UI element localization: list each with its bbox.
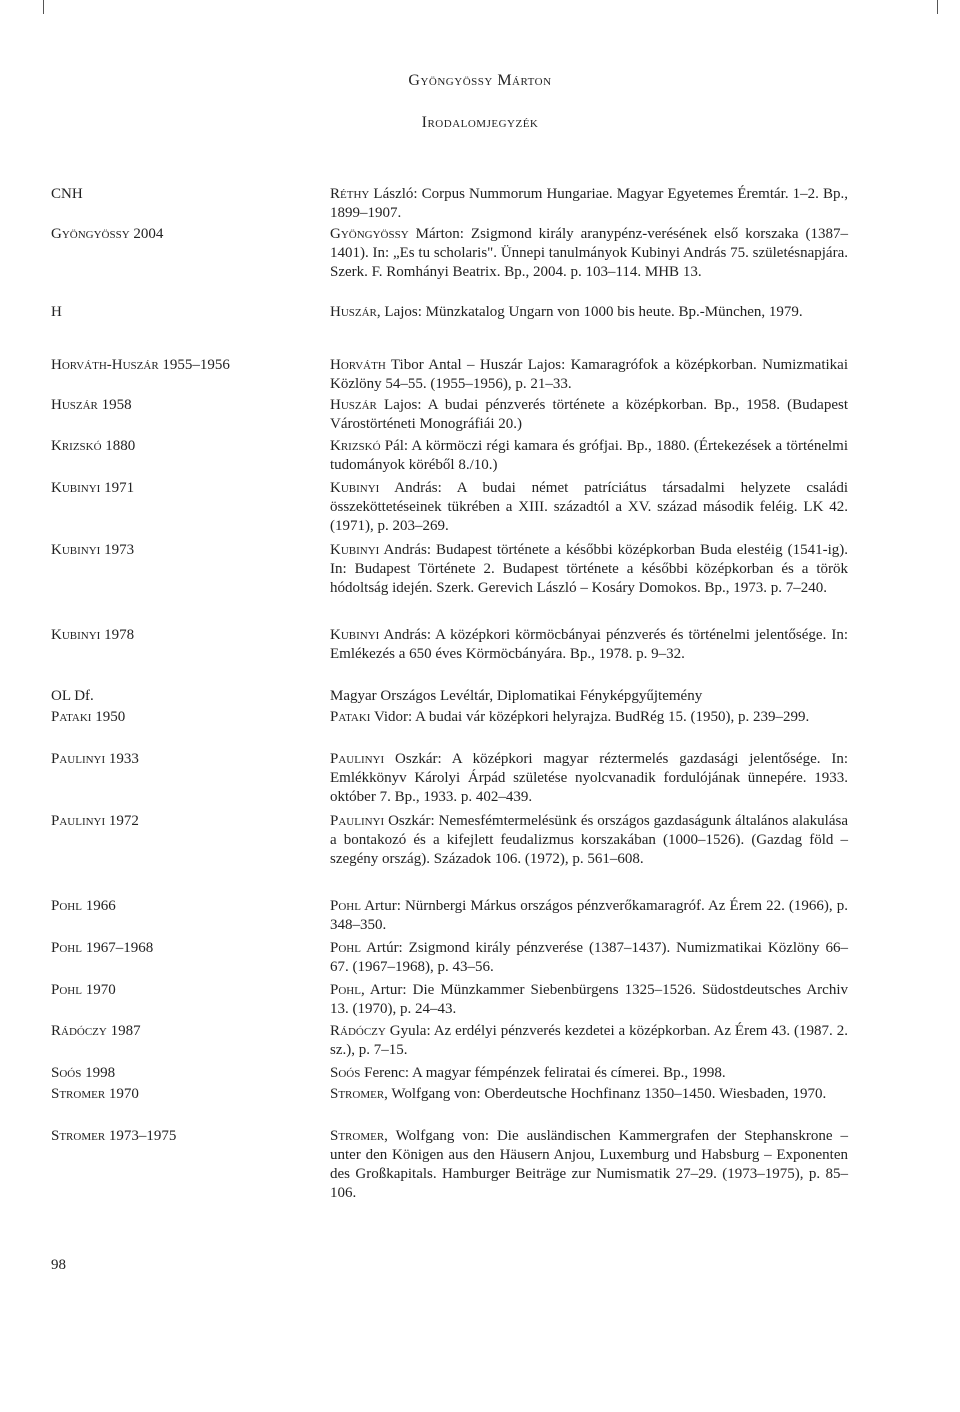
entry-author: Huszár — [330, 397, 377, 413]
bibliography-entry — [330, 437, 848, 475]
entry-author: Rádóczy — [330, 1023, 386, 1039]
bibliography-entry — [330, 687, 848, 706]
entry-text: András: Budapest története a későbbi középkorban Buda elestéig (1541-ig). In: Budapest Története 2. Budapest története a későbbi középkorban és a török hódoltság idején. Szerk. Gerevich László – Kosáry Domokos. Bp., 1973. p. 7–240. — [330, 542, 848, 596]
abbreviation-label: Pohl 1970 — [51, 982, 116, 998]
abbreviation-label: Kubinyi 1971 — [51, 480, 135, 496]
abbreviation-label: Huszár 1958 — [51, 397, 132, 413]
abbreviation-label: Krizskó 1880 — [51, 438, 136, 454]
section-title: Irodalomjegyzék — [421, 114, 539, 131]
bibliography-entry — [330, 812, 848, 869]
entry-text: Artur: Nürnbergi Márkus országos pénzverőkamaragróf. Az Érem 22. (1966), p. 348–350. — [330, 898, 848, 933]
bibliography-entry — [330, 225, 848, 282]
abbreviation-label: CNH — [51, 186, 83, 202]
abbreviation-label: H — [51, 304, 62, 320]
bibliography-entry — [330, 356, 848, 394]
entry-text: Lajos: A budai pénzverés története a középkorban. Bp., 1958. (Budapest Várostörténeti Monográfiái 20.) — [330, 397, 848, 432]
bibliography-entry — [330, 897, 848, 935]
abbreviation-label: Gyöngyössy 2004 — [51, 226, 164, 242]
entry-text: Oszkár: Nemesfémtermelésünk és országos gazdaságunk általános alakulása a bontakozó és a kifejlett feudalizmus korszakában (1000–1526). (Gazdag föld – szegény ország). Századok 106. (1972), p. 561–608. — [330, 813, 848, 867]
entry-text: László: Corpus Nummorum Hungariae. Magyar Egyetemes Éremtár. 1–2. Bp., 1899–1907. — [330, 186, 848, 221]
bibliography-entry — [330, 1127, 848, 1203]
entry-author: Huszár, — [330, 304, 381, 320]
entry-author: Kubinyi — [330, 542, 380, 558]
bibliography-entry — [330, 541, 848, 598]
bibliography-entry — [330, 1064, 848, 1083]
entry-author: Horváth — [330, 357, 386, 373]
abbreviation-label: Paulinyi 1972 — [51, 813, 139, 829]
entry-author: Soós — [330, 1065, 361, 1081]
entry-text: Wolfgang von: Oberdeutsche Hochfinanz 1350–1450. Wiesbaden, 1970. — [387, 1086, 827, 1102]
abbreviation-label: Kubinyi 1973 — [51, 542, 135, 558]
entry-text: Márton: Zsigmond király aranypénz-verésének első korszaka (1387–1401). In: „Es tu scholaris". Ünnepi tanulmányok Kubinyi András 75. születésnapjára. Szerk. F. Romhányi Beatrix. Bp., 2004. p. 103–114. MHB 13. — [330, 226, 848, 280]
bibliography-entry — [330, 750, 848, 807]
entry-text: Artur: Die Münzkammer Siebenbürgens 1325–1526. Südostdeutsches Archiv 13. (1970), p. 24–43. — [330, 982, 848, 1017]
entry-text: Vidor: A budai vár középkori helyrajza. BudRég 15. (1950), p. 239–299. — [370, 709, 810, 725]
entry-author: Gyöngyössy — [330, 226, 409, 242]
abbreviation-label: Rádóczy 1987 — [51, 1023, 141, 1039]
crop-mark-right — [937, 0, 938, 14]
bibliography-entry — [330, 939, 848, 977]
entry-text: András: A középkori körmöcbányai pénzverés és történelmi jelentősége. In: Emlékezés a 650 éves Körmöcbányára. Bp., 1978. p. 9–32. — [330, 627, 848, 662]
entry-text: Artúr: Zsigmond király pénzverése (1387–1437). Numizmatikai Közlöny 66–67. (1967–1968), p. 43–56. — [330, 940, 848, 975]
entry-text: Tibor Antal – Huszár Lajos: Kamaragrófok a középkorban. Numizmatikai Közlöny 54–55. (1955–1956), p. 21–33. — [330, 357, 848, 392]
bibliography-entry — [330, 185, 848, 223]
abbreviation-label: Soós 1998 — [51, 1065, 116, 1081]
bibliography-entry — [330, 626, 848, 664]
entry-author: Kubinyi — [330, 627, 380, 643]
abbreviation-label: Horváth-Huszár 1955–1956 — [51, 357, 230, 373]
bibliography-entry — [330, 303, 848, 322]
bibliography-entry — [330, 479, 848, 536]
abbreviation-label: OL Df. — [51, 688, 94, 704]
entry-text: Wolfgang von: Die ausländischen Kammergrafen der Stephanskrone – unter den Königen aus den Häusern Anjou, Luxemburg und Habsburg – Exponenten des Großkapitals. Hamburger Beiträge zur Numismatik 27–29. (1973–1975), p. 85–106. — [330, 1128, 848, 1201]
entry-text: Magyar Országos Levéltár, Diplomatikai Fényképgyűjtemény — [330, 688, 703, 704]
entry-author: Pataki — [330, 709, 371, 725]
entry-text: Ferenc: A magyar fémpénzek feliratai és címerei. Bp., 1998. — [360, 1065, 726, 1081]
abbreviation-label: Kubinyi 1978 — [51, 627, 135, 643]
entry-author: Krizskó — [330, 438, 381, 454]
entry-author: Réthy — [330, 186, 370, 202]
entry-text: András: A budai német patríciátus társadalmi helyzete családi összeköttetéseinek tükrében a XIII. századtól a XV. század második feléig. LK 42. (1971), p. 203–269. — [330, 480, 848, 534]
entry-author: Stromer, — [330, 1128, 388, 1144]
abbreviation-label: Pohl 1967–1968 — [51, 940, 154, 956]
entry-text: Lajos: Münzkatalog Ungarn von 1000 bis heute. Bp.-München, 1979. — [380, 304, 803, 320]
entry-author: Pohl — [330, 898, 361, 914]
running-head: Gyöngyössy Márton — [408, 72, 552, 89]
crop-mark-left — [43, 0, 44, 14]
entry-text: Pál: A körmöczi régi kamara és grófjai. Bp., 1880. (Értekezések a történelmi tudományok köréből 8./10.) — [330, 438, 848, 473]
abbreviation-label: Pataki 1950 — [51, 709, 126, 725]
entry-author: Pohl — [330, 940, 361, 956]
entry-author: Kubinyi — [330, 480, 380, 496]
bibliography-entry — [330, 981, 848, 1019]
entry-author: Paulinyi — [330, 751, 385, 767]
bibliography-entry — [330, 1022, 848, 1060]
bibliography-entry — [330, 1085, 848, 1104]
entry-author: Pohl, — [330, 982, 365, 998]
abbreviation-label: Pohl 1966 — [51, 898, 116, 914]
entry-text: Gyula: Az erdélyi pénzverés kezdetei a középkorban. Az Érem 43. (1987. 2. sz.), p. 7–15. — [330, 1023, 848, 1058]
entry-author: Stromer, — [330, 1086, 388, 1102]
bibliography-entry — [330, 396, 848, 434]
bibliography-entry — [330, 708, 848, 727]
abbreviation-label: Stromer 1973–1975 — [51, 1128, 177, 1144]
page-number: 98 — [51, 1257, 66, 1273]
entry-author: Paulinyi — [330, 813, 385, 829]
entry-text: Oszkár: A középkori magyar réztermelés gazdasági jelentősége. In: Emlékkönyv Károlyi Árpád születése nyolcvanadik fordulójának ünnepére. 1933. október 7. Bp., 1933. p. 402–439. — [330, 751, 848, 805]
abbreviation-label: Paulinyi 1933 — [51, 751, 139, 767]
abbreviation-label: Stromer 1970 — [51, 1086, 139, 1102]
